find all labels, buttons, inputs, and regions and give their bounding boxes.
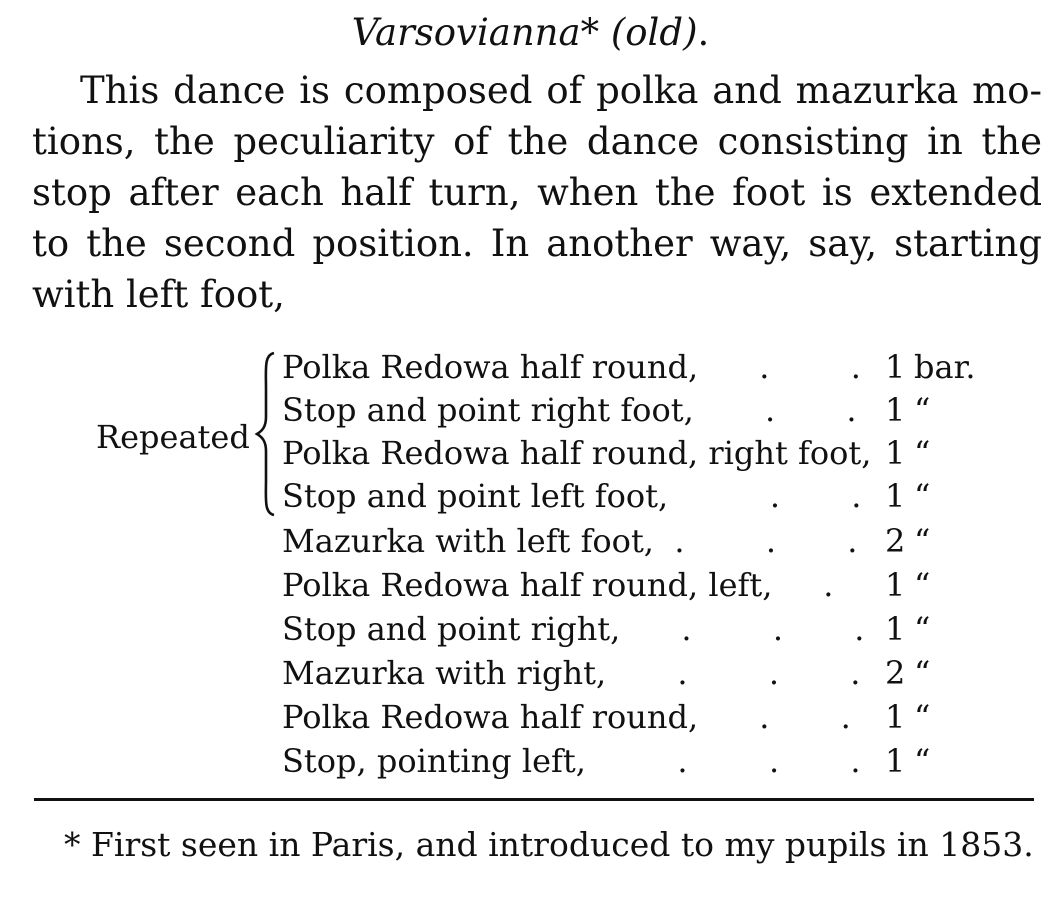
bar-unit: “ bbox=[914, 566, 931, 604]
step-description: Polka Redowa half round, left, . bbox=[282, 566, 834, 604]
paragraph-line: This dance is composed of polka and mazurka mo- bbox=[80, 69, 1042, 112]
bar-unit: “ bbox=[914, 434, 931, 472]
table-row bbox=[0, 739, 1061, 783]
bar-unit: “ bbox=[914, 522, 931, 560]
table-row bbox=[0, 563, 1061, 607]
table-row bbox=[0, 474, 1061, 518]
bar-count: 1 bbox=[885, 434, 906, 472]
bar-count: 1 bbox=[885, 477, 906, 515]
paragraph-line: to the second position. In another way, say, starting bbox=[32, 222, 1042, 265]
bar-count: 1 bbox=[885, 698, 906, 736]
bar-unit: “ bbox=[914, 698, 931, 736]
paragraph-line: tions, the peculiarity of the dance consisting in the bbox=[32, 120, 1042, 163]
step-description: Polka Redowa half round, right foot, bbox=[282, 434, 872, 472]
title-suffix: (old) bbox=[610, 11, 698, 54]
paragraph-line: stop after each half turn, when the foot is extended bbox=[32, 171, 1042, 214]
footnote: * First seen in Paris, and introduced to my pupils in 1853. bbox=[64, 825, 1034, 864]
step-description: Stop and point right, . . . bbox=[282, 610, 865, 648]
step-description: Mazurka with right, . . . bbox=[282, 654, 861, 692]
description-paragraph bbox=[32, 66, 1042, 321]
bar-count: 1 bbox=[885, 566, 906, 604]
dance-title bbox=[0, 8, 1061, 58]
table-row bbox=[0, 345, 1061, 389]
step-description: Stop and point left foot, . . bbox=[282, 477, 862, 515]
title-name: Varsovianna bbox=[351, 11, 581, 54]
footnote-divider bbox=[34, 798, 1034, 801]
title-end: . bbox=[697, 11, 710, 54]
step-description: Polka Redowa half round, . . bbox=[282, 698, 851, 736]
bar-count: 2 bbox=[885, 654, 906, 692]
bar-unit: “ bbox=[914, 742, 931, 780]
bar-count: 1 bbox=[885, 391, 906, 429]
step-description: Polka Redowa half round, . . bbox=[282, 348, 861, 386]
step-description: Stop and point right foot, . . bbox=[282, 391, 857, 429]
bar-unit: bar. bbox=[914, 348, 976, 386]
table-row bbox=[0, 388, 1061, 432]
bar-count: 2 bbox=[885, 522, 906, 560]
step-description: Mazurka with left foot, . . . bbox=[282, 522, 858, 560]
title-footnote-mark: * bbox=[580, 11, 600, 54]
step-description: Stop, pointing left, . . . bbox=[282, 742, 861, 780]
table-row bbox=[0, 431, 1061, 475]
table-row bbox=[0, 519, 1061, 563]
bar-count: 1 bbox=[885, 348, 906, 386]
bar-count: 1 bbox=[885, 610, 906, 648]
repeated-label: Repeated bbox=[96, 418, 250, 456]
bar-count: 1 bbox=[885, 742, 906, 780]
bar-unit: “ bbox=[914, 610, 931, 648]
paragraph-line: with left foot, bbox=[32, 273, 285, 316]
bar-unit: “ bbox=[914, 391, 931, 429]
table-row bbox=[0, 651, 1061, 695]
table-row bbox=[0, 607, 1061, 651]
bar-unit: “ bbox=[914, 477, 931, 515]
table-row bbox=[0, 695, 1061, 739]
bar-unit: “ bbox=[914, 654, 931, 692]
